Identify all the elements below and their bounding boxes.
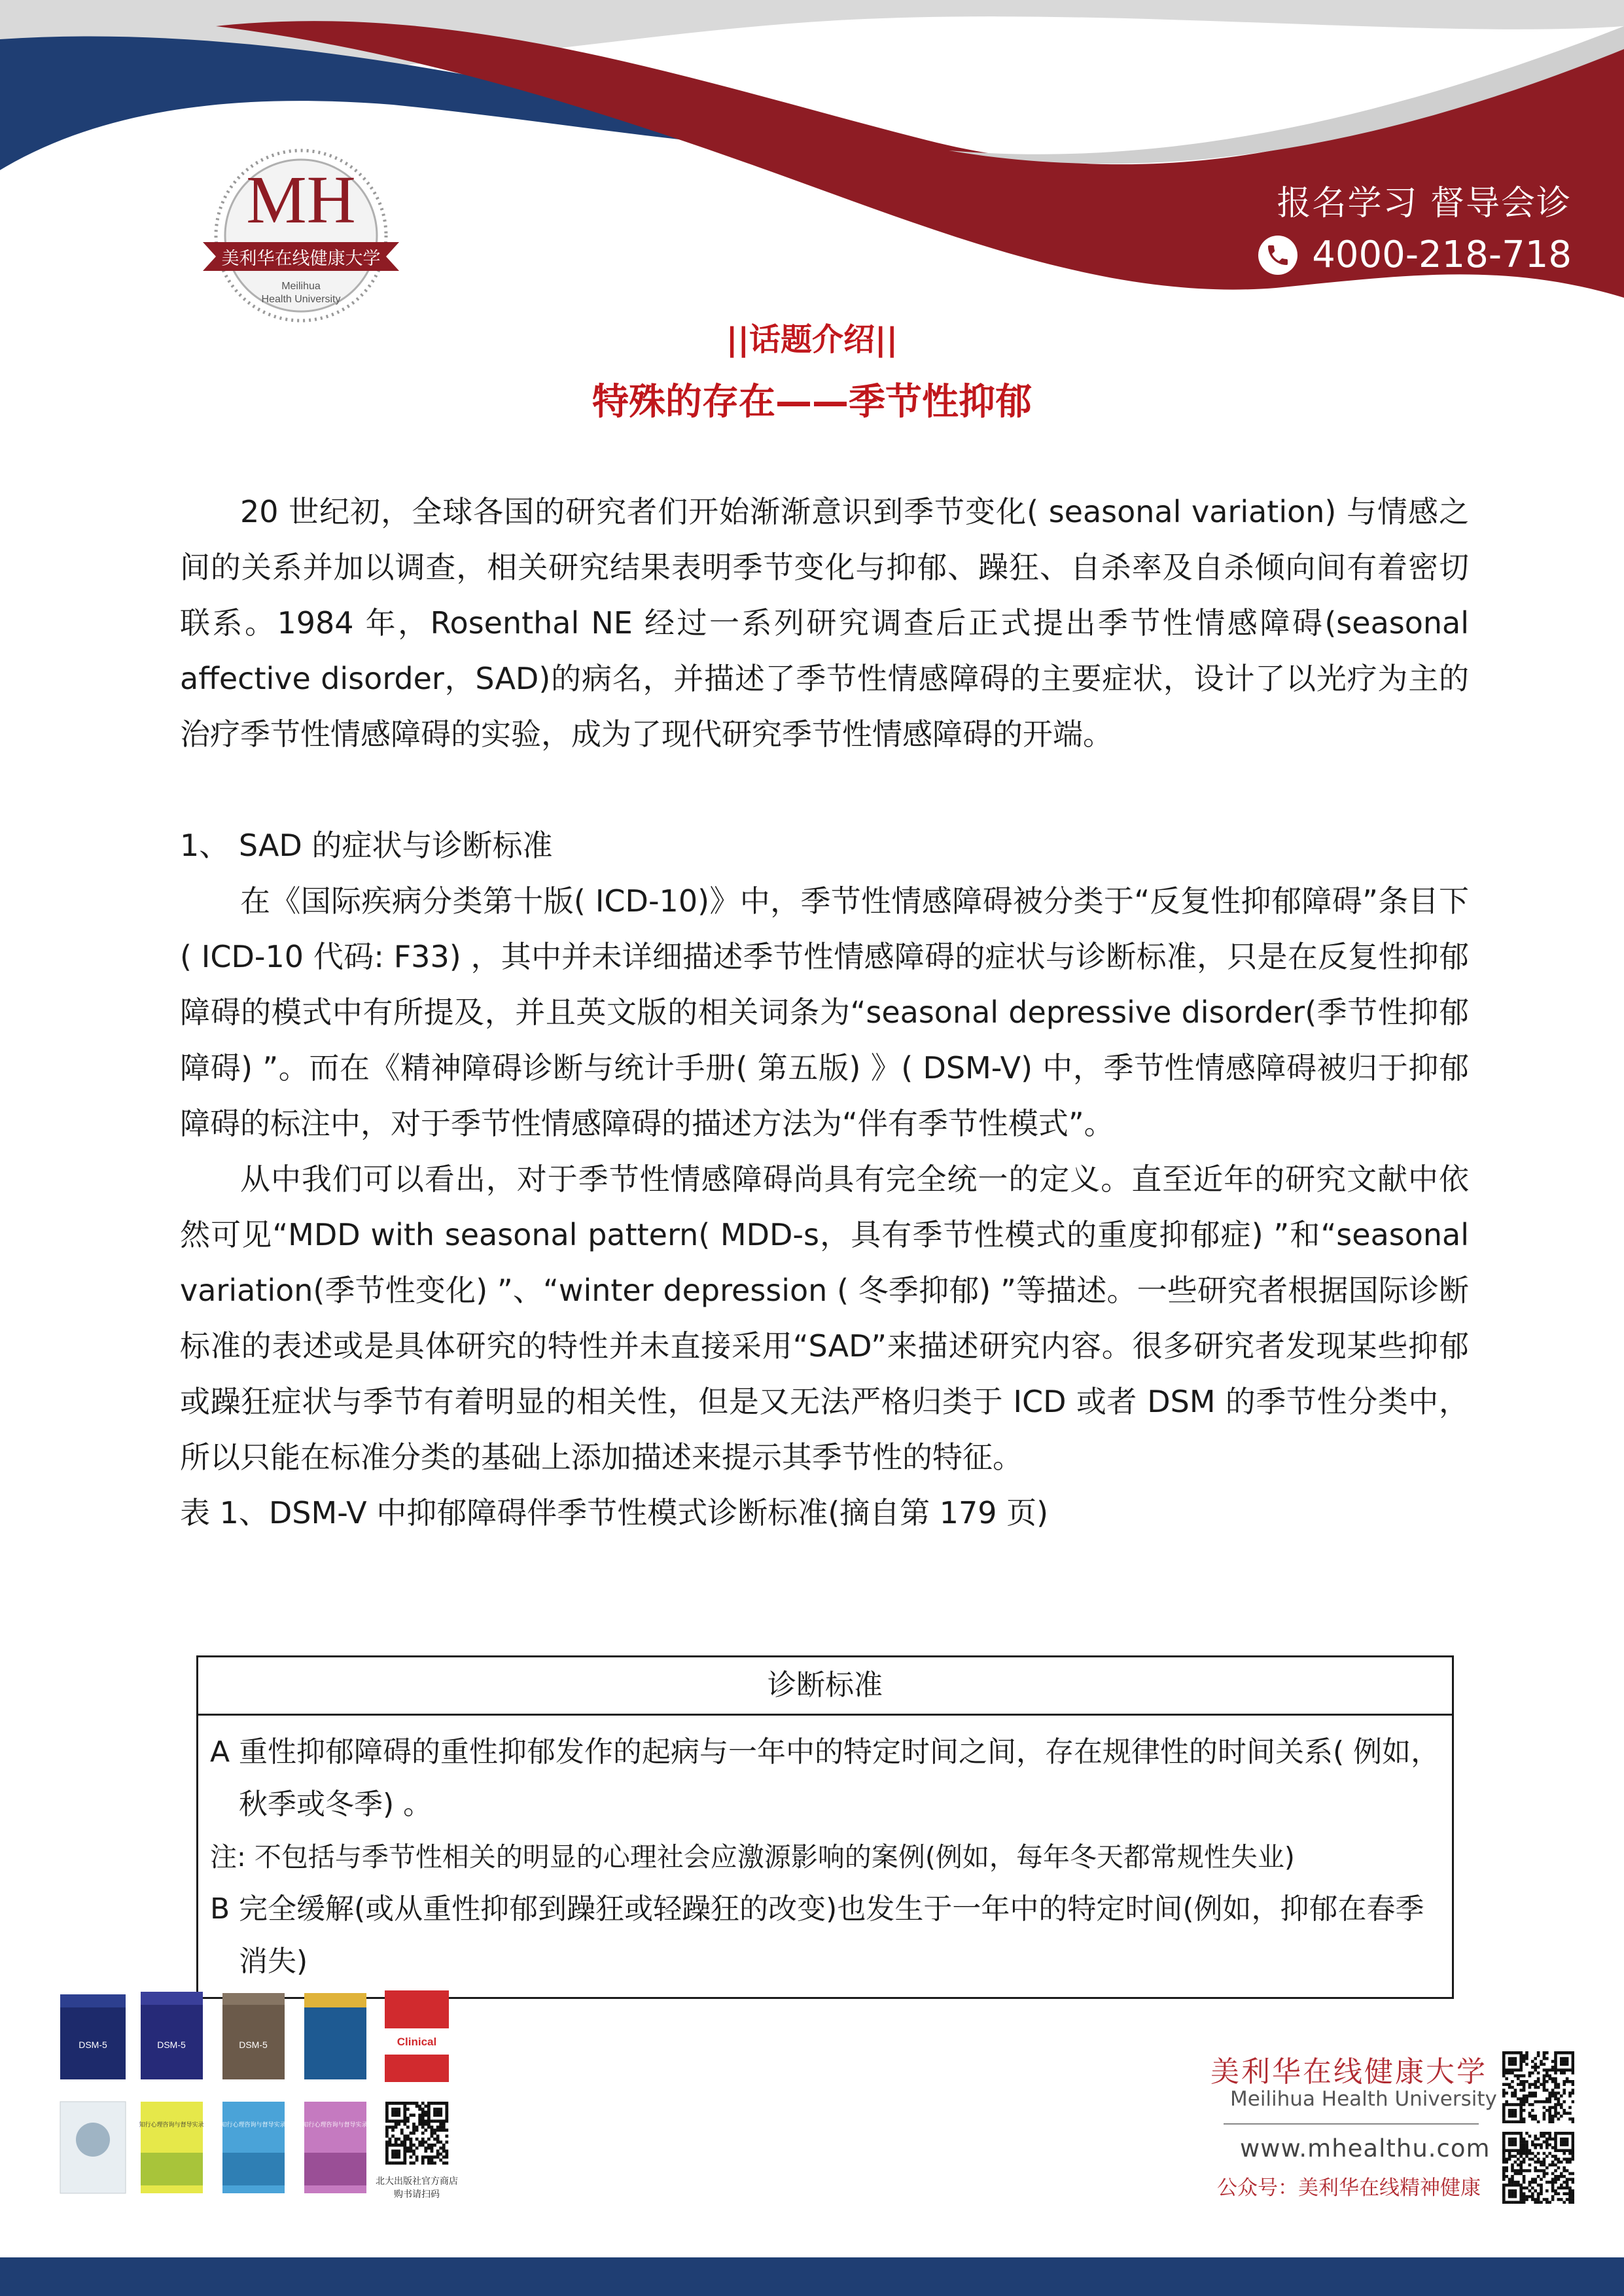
book-cover bbox=[141, 1992, 203, 2079]
criterion-letter: B bbox=[210, 1892, 230, 1926]
svg-text:购书请扫码: 购书请扫码 bbox=[394, 2189, 440, 2200]
svg-text:美利华在线健康大学: 美利华在线健康大学 bbox=[221, 249, 381, 269]
svg-text:Health University: Health University bbox=[261, 294, 341, 305]
footer-bar bbox=[0, 2257, 1624, 2296]
phone-icon bbox=[1258, 236, 1297, 275]
meilihua-logo bbox=[190, 144, 412, 327]
criterion-a bbox=[210, 1726, 1440, 1831]
svg-text:DSM-5: DSM-5 bbox=[239, 2040, 268, 2050]
svg-text:知行心理咨询与督导实录: 知行心理咨询与督导实录 bbox=[221, 2122, 286, 2128]
criterion-b bbox=[210, 1883, 1440, 1988]
paragraph-intro: 20 世纪初，全球各国的研究者们开始渐渐意识到季节变化( seasonal variation) 与情感之间的关系并加以调查，相关研究结果表明季节变化与抑郁、躁狂、自杀率及自杀倾向间有着密切联系。1984 年，Rosenthal NE 经过一系列研究调查后正式提出季节性情感障碍(seasonal affective disorder，SAD)的病名，并描述了季节性情感障碍的主要症状，设计了以光疗为主的治疗季节性情感障碍的实验，成为了现代研究季节性情感障碍的开端。 bbox=[180, 494, 1469, 752]
article-body bbox=[180, 484, 1469, 1541]
university-name-cn: 美利华在线健康大学 bbox=[1210, 2055, 1487, 2089]
qr-code-store bbox=[385, 2102, 448, 2164]
book-cover bbox=[139, 2102, 203, 2193]
svg-text:Meilihua: Meilihua bbox=[281, 281, 321, 292]
svg-text:知行心理咨询与督导实录: 知行心理咨询与督导实录 bbox=[139, 2122, 204, 2128]
book-cover bbox=[222, 1993, 285, 2079]
qr-code-wechat[interactable] bbox=[1502, 2132, 1574, 2204]
paragraph-icd: 在《国际疾病分类第十版( ICD-10)》中，季节性情感障碍被分类于“反复性抑郁障碍”条目下( ICD-10 代码: F33) ，其中并未详细描述季节性情感障碍的症状与诊断标准，只是在反复性抑郁障碍的模式中有所提及，并且英文版的相关词条为“seasonal depressive disorder(季节性抑郁障碍) ”。而在《精神障碍诊断与统计手册( 第五版) 》( DSM-V) 中，季节性情感障碍被归于抑郁障碍的标注中，对于季节性情感障碍的描述方法为“伴有季节性模式”。 bbox=[180, 883, 1469, 1141]
book-cover bbox=[302, 2102, 367, 2193]
page-title: 特殊的存在——季节性抑郁 bbox=[592, 381, 1032, 423]
criterion-text: 重性抑郁障碍的重性抑郁发作的起病与一年中的特定时间之间，存在规律性的时间关系( 例如，秋季或冬季) 。 bbox=[239, 1735, 1440, 1821]
qr-code-website[interactable] bbox=[1502, 2051, 1574, 2123]
contact-phone-row bbox=[1205, 234, 1572, 276]
book-cover bbox=[221, 2102, 285, 2193]
criterion-letter: A bbox=[210, 1735, 230, 1769]
paragraph-spacer bbox=[180, 762, 1469, 818]
contact-phone-number[interactable]: 4000-218-718 bbox=[1312, 234, 1572, 276]
footer-divider bbox=[1224, 2123, 1479, 2125]
svg-text:MH: MH bbox=[246, 162, 356, 238]
svg-text:Clinical: Clinical bbox=[397, 2036, 437, 2048]
svg-text:DSM-5: DSM-5 bbox=[79, 2040, 107, 2050]
table-caption: 表 1、DSM-V 中抑郁障碍伴季节性模式诊断标准(摘自第 179 页) bbox=[180, 1495, 1049, 1530]
book-cover bbox=[60, 2102, 126, 2193]
book-covers-grid bbox=[59, 1989, 465, 2205]
section-heading: 1、 SAD 的症状与诊断标准 bbox=[180, 828, 553, 863]
website-link[interactable]: www.mhealthu.com bbox=[1240, 2134, 1491, 2163]
svg-text:北大出版社官方商店: 北大出版社官方商店 bbox=[376, 2176, 458, 2187]
svg-text:DSM-5: DSM-5 bbox=[157, 2040, 186, 2050]
criterion-text: 完全缓解(或从重性抑郁到躁狂或轻躁狂的改变)也发生于一年中的特定时间(例如，抑郁在春季消失) bbox=[239, 1892, 1424, 1978]
book-cover bbox=[385, 1990, 449, 2082]
wechat-account: 公众号：美利华在线精神健康 bbox=[1217, 2176, 1481, 2200]
topic-label: ||话题介绍|| bbox=[726, 321, 898, 358]
contact-slogan: 报名学习 督导会诊 bbox=[1277, 184, 1572, 223]
book-cover bbox=[304, 1993, 366, 2079]
criteria-table-body bbox=[198, 1716, 1452, 1997]
university-name-en: Meilihua Health University bbox=[1230, 2087, 1497, 2111]
criteria-table bbox=[196, 1655, 1454, 1999]
header-contact bbox=[1205, 175, 1572, 276]
book-cover bbox=[60, 1994, 126, 2079]
svg-text:知行心理咨询与督导实录: 知行心理咨询与督导实录 bbox=[302, 2122, 368, 2128]
paragraph-definition: 从中我们可以看出，对于季节性情感障碍尚具有完全统一的定义。直至近年的研究文献中依然可见“MDD with seasonal pattern( MDD-s，具有季节性模式的重度抑郁症) ”和“seasonal variation(季节性变化) ”、“winter depression ( 冬季抑郁) ”等描述。一些研究者根据国际诊断标准的表述或是具体研究的特性并未直接采用“SAD”来描述研究内容。很多研究者发现某些抑郁或躁狂症状与季节有着明显的相关性，但是又无法严格归类于 ICD 或者 DSM 的季节性分类中，所以只能在标准分类的基础上添加描述来提示其季节性的特征。 bbox=[180, 1161, 1469, 1475]
criteria-table-header: 诊断标准 bbox=[198, 1657, 1452, 1716]
criterion-note: 注: 不包括与季节性相关的明显的心理社会应激源影响的案例(例如，每年冬天都常规性失业) bbox=[210, 1841, 1295, 1873]
